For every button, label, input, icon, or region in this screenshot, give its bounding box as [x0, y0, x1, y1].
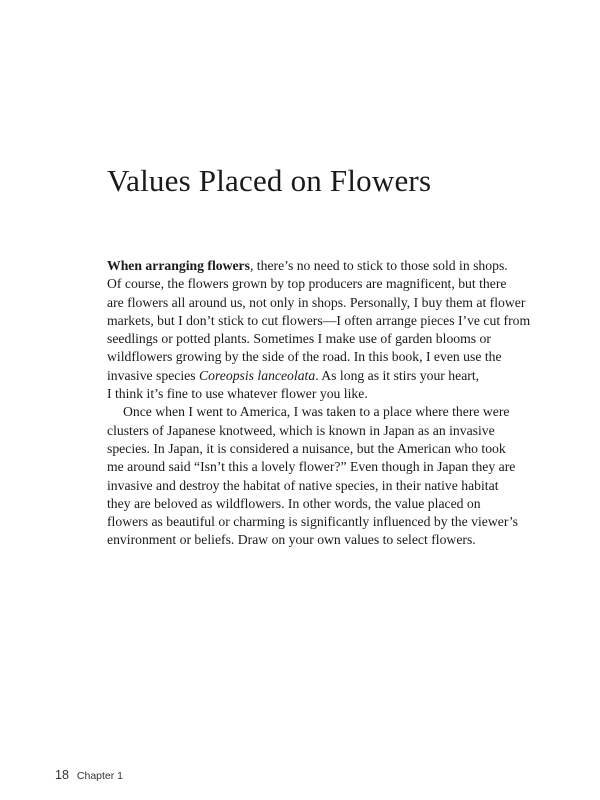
paragraph-2-line-2: clusters of Japanese knotweed, which is known in Japan as an invasive	[107, 422, 495, 438]
paragraph-1-line-7	[107, 367, 507, 385]
paragraph-1-line-1	[107, 257, 507, 275]
line-text: . As long as it stirs your heart,	[315, 367, 480, 383]
paragraph-2-line-1: Once when I went to America, I was taken to a place where there were	[123, 404, 510, 420]
paragraph-1-line-3: are flowers all around us, not only in shops. Personally, I buy them at flower	[107, 294, 526, 310]
species-name-italic: Coreopsis lanceolata	[198, 367, 316, 383]
paragraph-1-line-6: wildflowers growing by the side of the road. In this book, I even use the	[107, 349, 502, 365]
paragraph-2-line-5: invasive and destroy the habitat of native species, in their native habitat	[107, 477, 499, 493]
page-title: Values Placed on Flowers	[107, 163, 432, 198]
paragraph-1-line-5: seedlings or potted plants. Sometimes I make use of garden blooms or	[107, 331, 491, 347]
lead-in-bold: When arranging flowers	[107, 258, 250, 273]
paragraph-2-line-7: flowers as beautiful or charming is significantly influenced by the viewer’s	[107, 514, 519, 530]
page-number: 18	[55, 768, 69, 782]
paragraph-1-line-8: I think it’s fine to use whatever flower you like.	[107, 386, 368, 402]
paragraph-1-line-4: markets, but I don’t stick to cut flowers—I often arrange pieces I’ve cut from	[107, 312, 531, 328]
body-text	[107, 257, 531, 550]
paragraph-2-line-4: me around said “Isn’t this a lovely flower?” Even though in Japan they are	[107, 459, 516, 475]
line-text: invasive species	[107, 367, 199, 383]
paragraph-2-line-3: species. In Japan, it is considered a nuisance, but the American who took	[107, 440, 506, 456]
paragraph-2-line-8: environment or beliefs. Draw on your own values to select flowers.	[107, 532, 476, 548]
line-text: , there’s no need to stick to those sold in shops.	[249, 258, 508, 273]
page-footer	[55, 766, 123, 784]
paragraph-2-line-6: they are beloved as wildflowers. In other words, the value placed on	[107, 495, 481, 511]
chapter-label: Chapter 1	[76, 770, 124, 782]
paragraph-1-line-2: Of course, the flowers grown by top producers are magnificent, but there	[107, 276, 507, 292]
